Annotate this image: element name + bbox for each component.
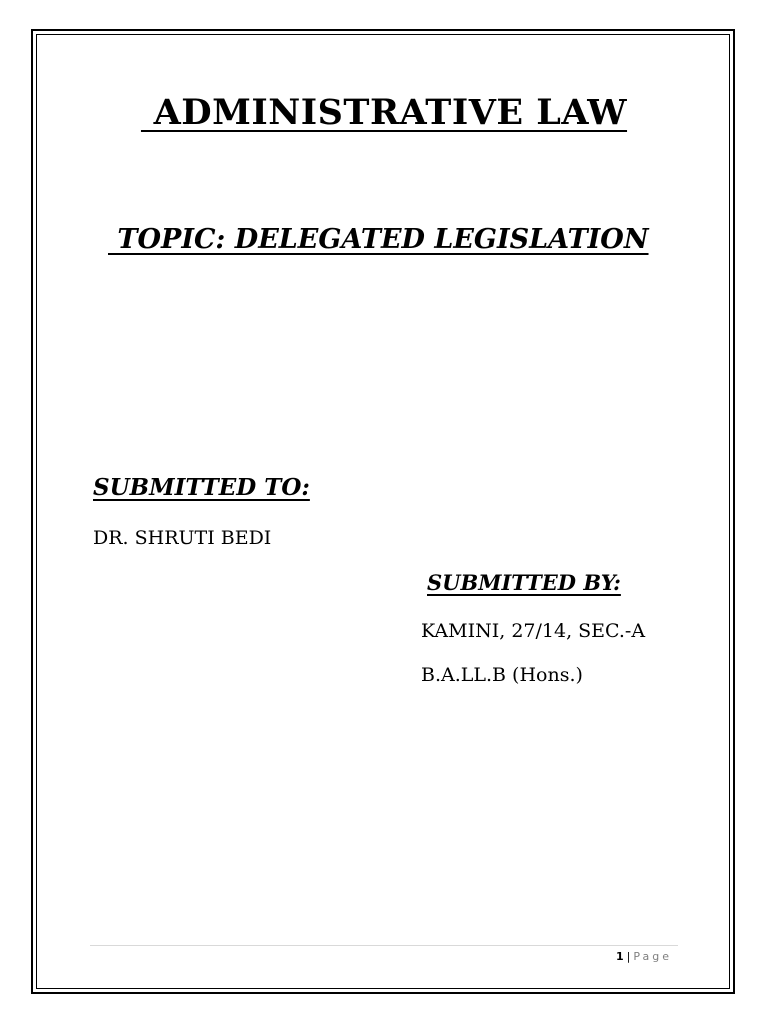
page-border-inner xyxy=(36,34,730,989)
submitted-by-course: B.A.LL.B (Hons.) xyxy=(421,664,583,686)
page-label: Page xyxy=(633,950,672,963)
page-number: 1 xyxy=(615,950,624,963)
submitted-by-student: KAMINI, 27/14, SEC.-A xyxy=(421,620,646,642)
submitted-to-name: DR. SHRUTI BEDI xyxy=(93,527,272,549)
submitted-to-heading: SUBMITTED TO: xyxy=(93,474,310,501)
document-title: ADMINISTRATIVE LAW xyxy=(140,92,628,133)
page-footer xyxy=(616,950,672,963)
submitted-by-heading: SUBMITTED BY: xyxy=(427,570,621,595)
document-topic: TOPIC: DELEGATED LEGISLATION xyxy=(108,224,649,255)
footer-separator: | xyxy=(626,950,631,963)
footer-divider xyxy=(90,945,678,946)
